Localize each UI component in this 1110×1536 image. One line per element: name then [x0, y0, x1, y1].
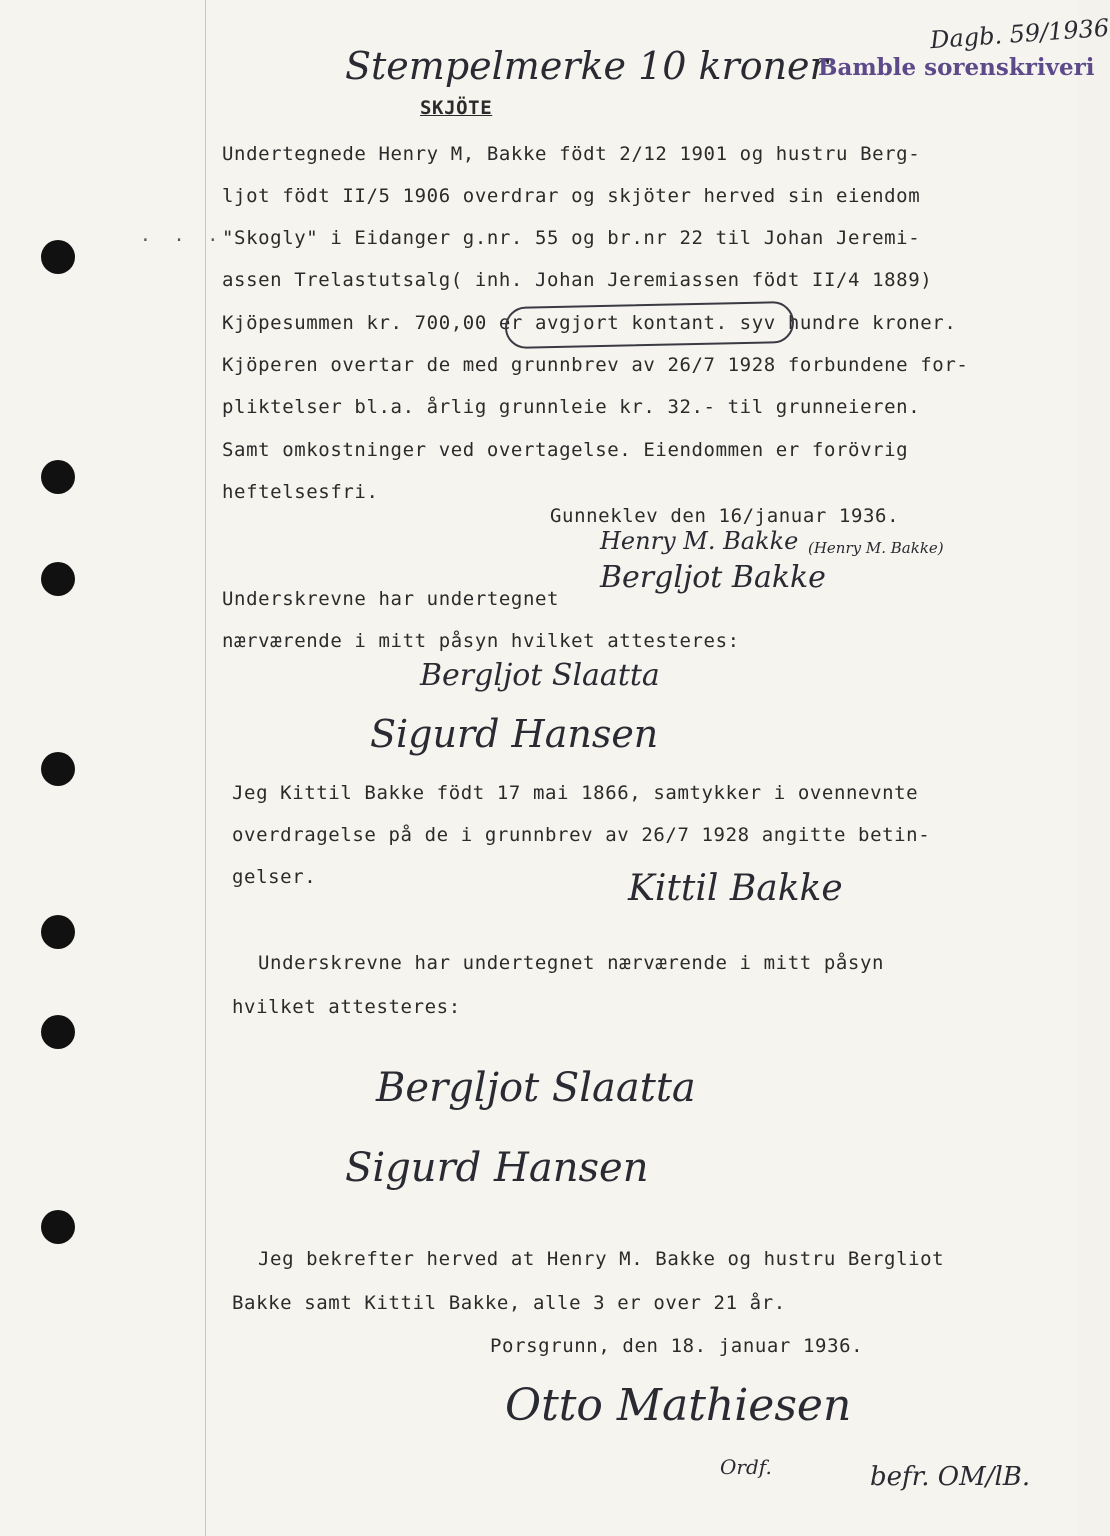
dagbok-reference: Dagb. 59/1936 — [929, 13, 1110, 55]
body-line: ljot födt II/5 1906 overdrar og skjöter herved sin eiendom — [222, 185, 921, 207]
signature-kittil: Kittil Bakke — [628, 868, 843, 909]
place-date: Porsgrunn, den 18. januar 1936. — [490, 1335, 864, 1357]
witness-text: nærværende i mitt påsyn hvilket attesteres: — [222, 630, 740, 652]
circled-amount-mark — [505, 301, 795, 349]
signature-henry: Henry M. Bakke — [600, 527, 799, 555]
signature-official: Otto Mathiesen — [505, 1380, 852, 1431]
punch-hole — [41, 460, 75, 494]
body-line: Kjöpesummen kr. 700,00 er avgjort kontant. syv hundre kroner. — [222, 312, 957, 334]
body-line: heftelsesfri. — [222, 481, 379, 503]
punch-hole — [41, 562, 75, 596]
signature-official-title: Ordf. — [720, 1455, 772, 1479]
consent-line: gelser. — [232, 866, 317, 888]
punch-hole — [41, 1210, 75, 1244]
witness-signature: Bergljot Slaatta — [420, 658, 660, 693]
body-line: "Skogly" i Eidanger g.nr. 55 og br.nr 22 til Johan Jeremi- — [222, 227, 921, 249]
consent-line: overdragelse på de i grunnbrev av 26/7 1928 angitte betin- — [232, 824, 931, 846]
signature-bergljot: Bergljot Bakke — [600, 560, 826, 595]
confirm-line: Jeg bekrefter herved at Henry M. Bakke og hustru Bergliot — [258, 1248, 945, 1270]
confirm-line: Bakke samt Kittil Bakke, alle 3 er over 21 år. — [232, 1292, 786, 1314]
margin-note: befr. OM/lB. — [870, 1462, 1031, 1492]
punch-hole — [41, 915, 75, 949]
punch-hole — [41, 240, 75, 274]
witness-signature: Sigurd Hansen — [370, 712, 659, 756]
witness-signature: Sigurd Hansen — [345, 1145, 649, 1191]
witness-signature: Bergljot Slaatta — [376, 1065, 696, 1111]
body-line: Undertegnede Henry M, Bakke födt 2/12 1901 og hustru Berg- — [222, 143, 921, 165]
witness-text: hvilket attesteres: — [232, 996, 461, 1018]
office-stamp: Bamble sorenskriveri — [818, 54, 1095, 81]
witness-text: Underskrevne har undertegnet nærværende i mitt påsyn — [258, 952, 885, 974]
signature-henry-print: (Henry M. Bakke) — [808, 539, 944, 557]
document-title: SKJÖTE — [420, 97, 493, 119]
body-line: assen Trelastutsalg( inh. Johan Jeremiassen födt II/4 1889) — [222, 269, 933, 291]
ink-specks: · · · — [140, 230, 225, 251]
punch-hole — [41, 752, 75, 786]
witness-text: Underskrevne har undertegnet — [222, 588, 560, 610]
body-line: pliktelser bl.a. årlig grunnleie kr. 32.- til grunneieren. — [222, 396, 921, 418]
body-line: Samt omkostninger ved overtagelse. Eiendommen er forövrig — [222, 439, 909, 461]
punch-hole — [41, 1015, 75, 1049]
body-line: Kjöperen overtar de med grunnbrev av 26/7 1928 forbundene for- — [222, 354, 969, 376]
stamp-duty-note: Stempelmerke 10 kroner — [345, 44, 828, 88]
place-date: Gunneklev den 16/januar 1936. — [550, 505, 900, 527]
consent-line: Jeg Kittil Bakke födt 17 mai 1866, samtykker i ovennevnte — [232, 782, 919, 804]
